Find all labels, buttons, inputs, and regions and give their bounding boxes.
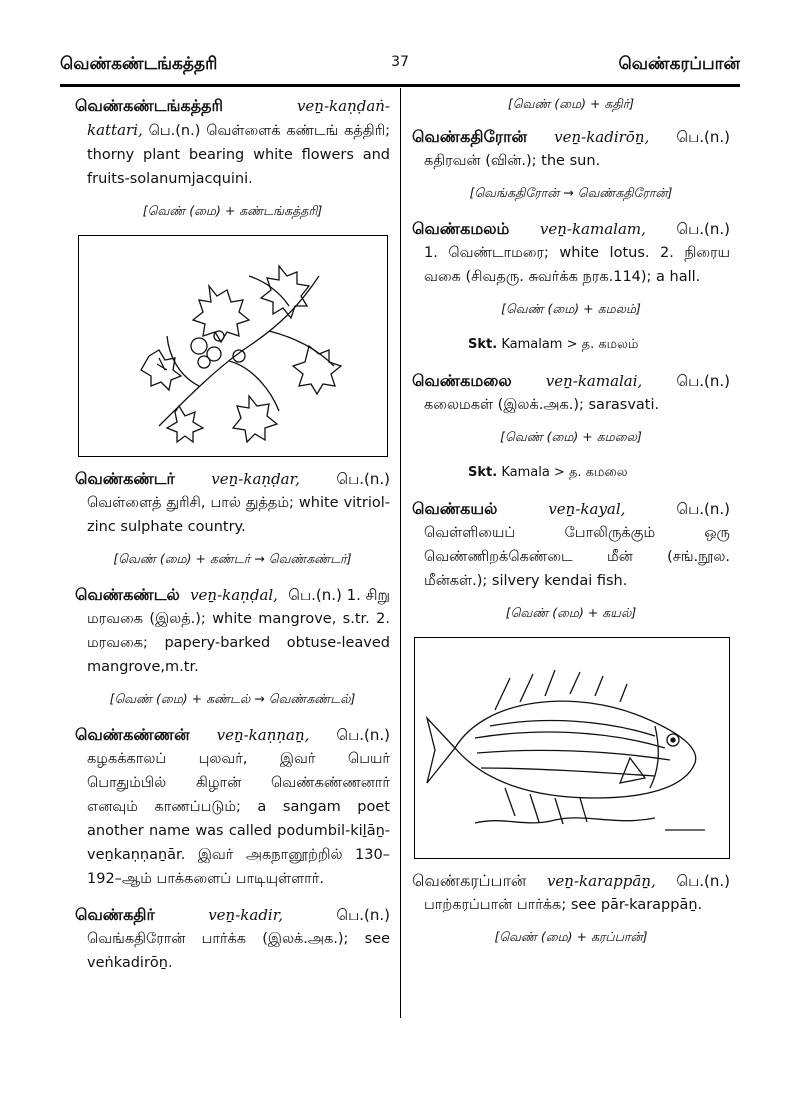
entry-venkarappan — [412, 869, 730, 949]
transliteration: veṉ-kayal, — [548, 500, 626, 518]
definition: கலைமகள் (இலக்.அக.); sarasvati. — [424, 397, 660, 413]
headword-line — [412, 869, 730, 893]
definition: பெ.(n.) வெள்ளைக் கண்டங் கத்திரி; thorny plant bearing white flowers and fruits-solanumjacquini. — [87, 123, 391, 187]
entry-venkandar — [75, 467, 390, 571]
headword-line — [75, 723, 390, 747]
page-header — [60, 40, 740, 84]
headword: வெண்கரப்பான் — [412, 871, 527, 890]
transliteration: veṉ-kaṇḍaṅ- — [296, 97, 390, 115]
etymology: [வெண் (மை) + கரப்பான்] — [494, 929, 648, 944]
sanskrit-note — [412, 333, 730, 357]
headword-line — [412, 369, 730, 393]
part-of-speech: பெ.(n.) — [336, 470, 390, 488]
part-of-speech: பெ.(n.) 1. சிறு — [288, 586, 390, 604]
headword-line — [412, 217, 730, 241]
transliteration: veṉ-kaṇḍar, — [211, 470, 300, 488]
skt-text: Kamala > த. கமலை — [501, 465, 628, 480]
header-rule — [60, 84, 740, 87]
part-of-speech: பெ.(n.) — [676, 128, 730, 146]
plant-illustration-icon — [79, 236, 387, 456]
etymology: [வெண் (மை) + கண்டர் → வெண்கண்டர்] — [113, 551, 352, 566]
transliteration: veṉ-karappāṉ, — [546, 872, 656, 890]
headword-line — [412, 497, 730, 521]
headword: வெண்கயல் — [412, 499, 498, 518]
entry-venkadir — [75, 903, 390, 975]
headword-line — [75, 467, 390, 491]
headword: வெண்கண்ணன் — [75, 725, 190, 744]
entry-venkadiron — [412, 125, 730, 205]
headword: வெண்கதிரோன் — [412, 127, 527, 146]
entry-venkayal — [412, 497, 730, 625]
etymology: [வெண் (மை) + கமலை] — [500, 429, 642, 444]
definition: பாற்கரப்பான் பார்க்க; see pār-karappāṉ. — [424, 897, 703, 913]
part-of-speech: பெ.(n.) — [336, 726, 390, 744]
transliteration: veṉ-kaṇṇaṉ, — [216, 726, 310, 744]
headword: வெண்கமலம் — [412, 219, 510, 238]
part-of-speech: பெ.(n.) — [676, 220, 730, 238]
etymology: [வெண் (மை) + கண்டல் → வெண்கண்டல்] — [109, 691, 356, 706]
entry-venkandal — [75, 583, 390, 711]
part-of-speech: பெ.(n.) — [676, 872, 730, 890]
right-column — [412, 90, 730, 961]
part-of-speech: பெ.(n.) — [336, 906, 390, 924]
definition: கழகக்காலப் புலவர், இவர் பெயர் பொதும்பில் கிழான் வெண்கண்ணனார் எனவும் காணப்படும்; a sangam poet another name was called podumbil-kiḻāṉ-veṉkaṇṇaṉār. இவர் அகநானூற்றில் 130–192–ஆம் பாக்களைப் பாடியுள்ளார். — [87, 751, 390, 887]
definition: வெங்கதிரோன் பார்க்க (இலக்.அக.); see veṅkadirōṉ. — [87, 931, 390, 971]
etymology: [வெண் (மை) + கமலம்] — [501, 301, 641, 316]
plant-illustration — [78, 235, 388, 457]
definition: வெள்ளியைப் போலிருக்கும் ஒரு வெண்ணிறக்கெண்டை மீன் (சங்.நூல. மீன்கள்.); silvery kendai fish. — [424, 525, 730, 589]
headword-line — [75, 903, 390, 927]
headword: வெண்கமலை — [412, 371, 512, 390]
definition: 1. வெண்டாமரை; white lotus. 2. நிரைய வகை (சிவதரு. சுவர்க்க நரக.114); a hall. — [424, 245, 730, 285]
transliteration: veṉ-kamalam, — [539, 220, 646, 238]
transliteration: veṉ-kamalai, — [545, 372, 643, 390]
definition: மரவகை (இலத்.); white mangrove, s.tr. 2. மரவகை; papery-barked obtuse-leaved mangrove,m.tr. — [87, 611, 390, 675]
headword-line — [412, 125, 730, 149]
entry-venkamalam — [412, 217, 730, 357]
page-number: 37 — [391, 54, 409, 70]
headword: வெண்கண்டங்கத்தரி — [75, 96, 224, 115]
entry-venkamalai — [412, 369, 730, 485]
transliteration: veṉ-kaṇḍal, — [190, 586, 278, 604]
column-divider — [400, 88, 401, 1018]
headword: வெண்கண்டல் — [75, 585, 180, 604]
etymology: [வெங்கதிரோன் → வெண்கதிரோன்] — [469, 185, 673, 200]
etymology: [வெண் (மை) + கயல்] — [505, 605, 637, 620]
entry-venkandangathari — [75, 94, 390, 223]
entry-body — [75, 118, 390, 191]
fish-illustration — [414, 637, 730, 859]
transliteration: veṉ-kadir, — [208, 906, 284, 924]
guide-word-left: வெண்கண்டங்கத்தரி — [60, 54, 218, 74]
headword: வெண்கண்டர் — [75, 469, 175, 488]
headword-line — [75, 94, 390, 118]
headword-line — [75, 583, 390, 607]
skt-label: Skt. — [468, 465, 498, 480]
etymology: [வெண் (மை) + கதிர்] — [507, 96, 635, 111]
left-column — [75, 90, 390, 975]
headword: வெண்கதிர் — [75, 905, 155, 924]
part-of-speech: பெ.(n.) — [676, 500, 730, 518]
definition: வெள்ளைத் துரிசி, பால் துத்தம்; white vitriol-zinc sulphate country. — [87, 495, 390, 535]
definition: கதிரவன் (வின்.); the sun. — [424, 153, 601, 169]
guide-word-right: வெண்கரப்பான் — [618, 54, 740, 74]
sanskrit-note — [412, 461, 730, 485]
etymology: [வெண் (மை) + கண்டங்கத்தரி] — [142, 203, 323, 218]
fish-illustration-icon — [415, 638, 729, 858]
transliteration: veṉ-kadirōṉ, — [554, 128, 650, 146]
skt-text: Kamalam > த. கமலம் — [501, 337, 639, 352]
skt-label: Skt. — [468, 337, 498, 352]
transliteration-continued: kattari, — [87, 121, 143, 139]
part-of-speech: பெ.(n.) — [676, 372, 730, 390]
entry-venkannan — [75, 723, 390, 891]
